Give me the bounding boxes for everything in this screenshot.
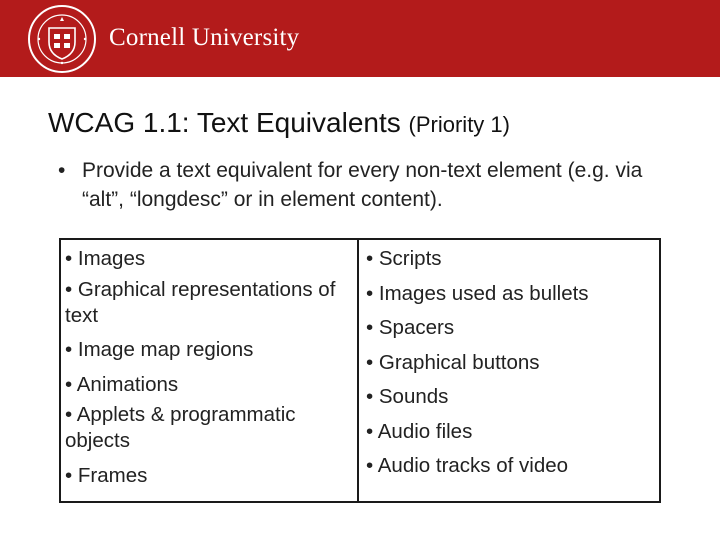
list-item-text: • Graphical representations of text <box>65 277 336 327</box>
table-column-left <box>65 242 355 493</box>
list-item: • Animations <box>65 372 179 396</box>
title-main: WCAG 1.1: Text Equivalents <box>48 107 401 138</box>
list-item <box>65 277 355 334</box>
list-item: • Image map regions <box>65 338 254 361</box>
list-item <box>65 402 355 459</box>
list-item: • Audio files <box>366 419 473 443</box>
list-item: • Scripts <box>366 247 442 270</box>
intro-bullet <box>58 156 678 214</box>
cornell-seal-icon <box>27 4 97 74</box>
list-item: • Images <box>65 247 146 270</box>
intro-bullet-text: Provide a text equivalent for every non-text element (e.g. via “alt”, “longdesc” or in element content). <box>82 159 643 211</box>
title-priority: (Priority 1) <box>408 112 510 137</box>
header-banner <box>0 0 720 77</box>
list-item: • Spacers <box>366 316 455 339</box>
table-divider <box>357 238 359 503</box>
university-name: Cornell University <box>109 24 300 51</box>
list-item: • Images used as bullets <box>366 281 589 305</box>
list-item: • Frames <box>65 463 148 487</box>
list-item: • Sounds <box>366 385 449 408</box>
list-item-text: • Applets & programmatic objects <box>65 403 296 452</box>
table-column-right <box>366 242 656 484</box>
list-item: • Audio tracks of video <box>366 454 569 477</box>
list-item: • Graphical buttons <box>366 350 540 374</box>
bullet-marker: • <box>58 159 66 182</box>
slide-title <box>48 107 510 139</box>
